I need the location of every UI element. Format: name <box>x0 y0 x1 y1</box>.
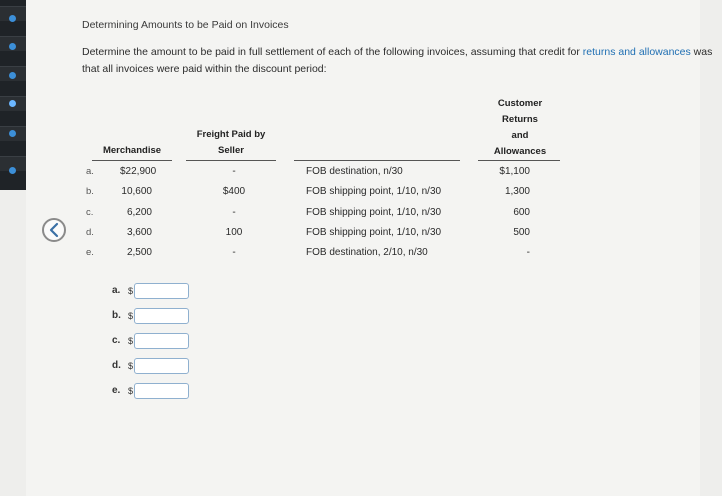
answer-currency: $ <box>128 386 134 396</box>
header-returns-line2: Returns <box>502 114 538 125</box>
row-returns: 600 <box>513 207 530 218</box>
header-freight <box>176 127 286 159</box>
answer-input-c[interactable] <box>134 333 189 349</box>
returns-allowances-link[interactable]: returns and allowances <box>582 46 691 58</box>
row-returns: 500 <box>513 227 530 238</box>
row-merchandise: 2,500 <box>126 247 152 258</box>
question-page <box>26 0 713 496</box>
row-freight: - <box>232 207 236 218</box>
row-returns: 1,300 <box>504 186 530 197</box>
row-terms: FOB shipping point, 1/10, n/30 <box>306 227 442 238</box>
header-returns-line1: Customer <box>497 98 543 109</box>
question-nav-dot-active[interactable] <box>9 100 16 107</box>
answer-letter: c. <box>112 335 121 346</box>
row-returns: $1,100 <box>499 166 530 177</box>
row-freight: - <box>232 166 236 177</box>
row-terms: FOB destination, n/30 <box>306 166 403 177</box>
header-rule-merchandise <box>92 160 172 161</box>
answer-currency: $ <box>128 361 134 371</box>
row-letter: a. <box>86 166 94 177</box>
row-terms: FOB shipping point, 1/10, n/30 <box>306 207 442 218</box>
header-rule-returns <box>478 160 560 161</box>
row-letter: b. <box>86 186 94 197</box>
row-letter: e. <box>86 247 94 258</box>
answer-input-d[interactable] <box>134 358 189 374</box>
question-nav-dot[interactable] <box>9 72 16 79</box>
instructions-text-end: was <box>690 46 713 58</box>
row-letter: c. <box>86 207 94 218</box>
answer-currency: $ <box>128 311 134 321</box>
question-nav-dot[interactable] <box>9 167 16 174</box>
row-merchandise: 10,600 <box>121 186 152 197</box>
answer-input-b[interactable] <box>134 308 189 324</box>
answer-input-a[interactable] <box>134 283 189 299</box>
question-nav-dot[interactable] <box>9 43 16 50</box>
question-nav-strip <box>0 0 26 190</box>
header-returns-line3: and <box>511 130 529 141</box>
row-returns: - <box>526 247 530 258</box>
row-terms: FOB destination, 2/10, n/30 <box>306 247 428 258</box>
header-freight-line1: Freight Paid by <box>196 129 266 140</box>
header-rule-terms <box>294 160 460 161</box>
header-freight-line2: Seller <box>218 145 244 156</box>
row-terms: FOB shipping point, 1/10, n/30 <box>306 186 442 197</box>
question-nav-dot[interactable] <box>9 130 16 137</box>
header-returns-line4: Allowances <box>493 146 547 157</box>
answer-letter: d. <box>112 360 121 371</box>
back-button[interactable] <box>42 218 66 242</box>
instructions-text-line2: that all invoices were paid within the discount period: <box>82 63 327 75</box>
instructions <box>82 44 722 78</box>
answer-letter: b. <box>112 310 121 321</box>
header-merchandise: Merchandise <box>102 145 162 156</box>
row-freight: - <box>232 247 236 258</box>
question-title: Determining Amounts to be Paid on Invoices <box>82 19 289 31</box>
row-freight: $400 <box>222 186 246 197</box>
answer-currency: $ <box>128 286 134 296</box>
answer-letter: a. <box>112 285 121 296</box>
answer-letter: e. <box>112 385 121 396</box>
row-merchandise: 6,200 <box>126 207 152 218</box>
question-nav-dot[interactable] <box>9 15 16 22</box>
answer-input-e[interactable] <box>134 383 189 399</box>
row-merchandise: 3,600 <box>126 227 152 238</box>
chevron-left-icon <box>48 223 60 237</box>
row-letter: d. <box>86 227 94 238</box>
instructions-text: Determine the amount to be paid in full settlement of each of the following invoices, assuming that credit for <box>82 46 583 58</box>
answer-currency: $ <box>128 336 134 346</box>
row-merchandise: $22,900 <box>120 166 157 177</box>
header-rule-freight <box>186 160 276 161</box>
header-returns <box>478 96 562 160</box>
row-freight: 100 <box>225 227 243 238</box>
